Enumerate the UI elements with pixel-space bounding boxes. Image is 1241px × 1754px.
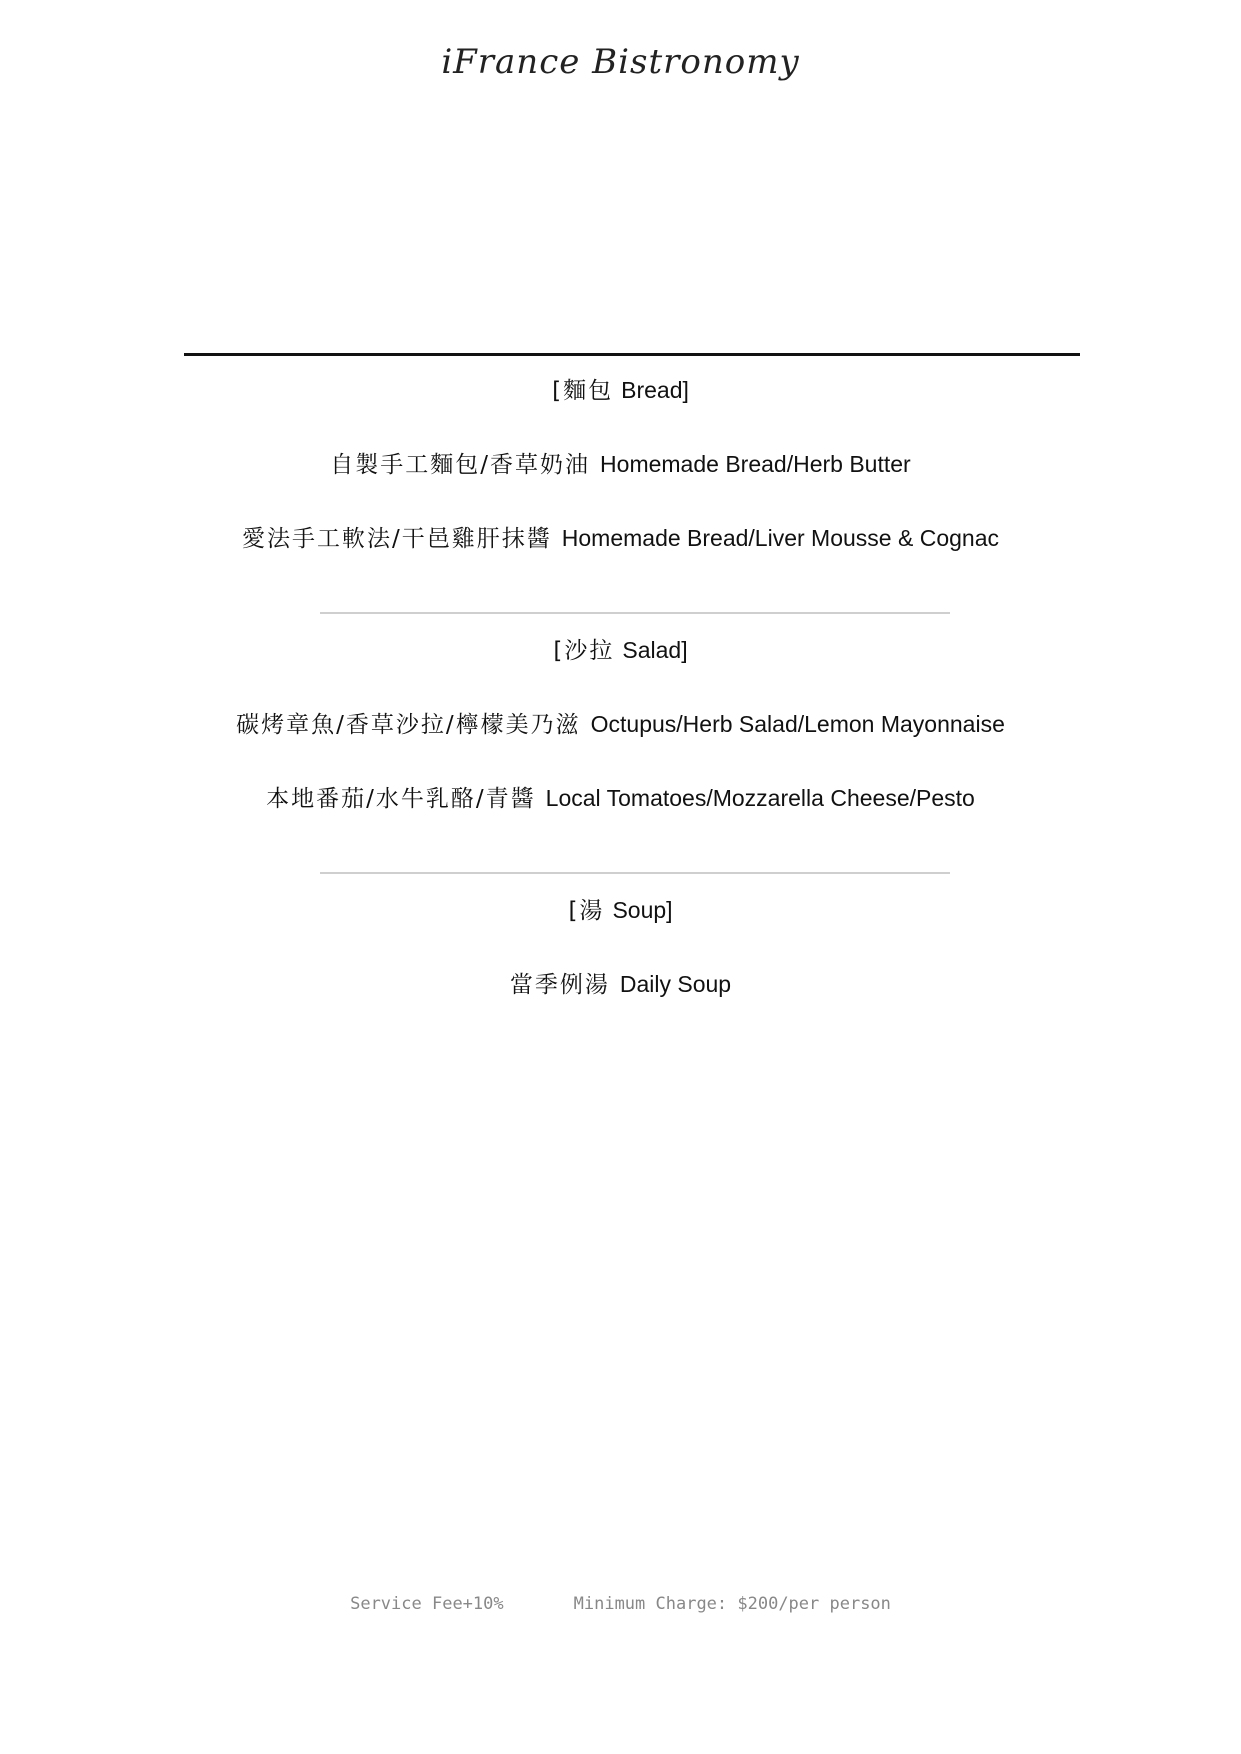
footer-note	[0, 1594, 1241, 1614]
menu-item-en: Homemade Bread/Liver Mousse & Cognac	[561, 525, 999, 551]
menu-item	[0, 968, 1241, 1001]
menu-item	[0, 782, 1241, 815]
menu-item	[0, 522, 1241, 555]
menu-item-en: Daily Soup	[619, 971, 732, 997]
header-divider	[184, 353, 1080, 356]
menu-item-zh: 當季例湯	[509, 972, 610, 998]
menu-item-zh: 本地番茄/水牛乳酪/青醬	[266, 786, 536, 812]
menu-item	[0, 448, 1241, 481]
section-heading-zh: [沙拉	[553, 638, 615, 664]
section-heading-en: Salad]	[622, 637, 688, 663]
section-heading-salad	[0, 634, 1241, 667]
menu-item-en: Homemade Bread/Herb Butter	[600, 451, 911, 477]
section-heading-zh: [湯	[568, 898, 605, 924]
section-heading-soup	[0, 894, 1241, 927]
menu-item-en: Local Tomatoes/Mozzarella Cheese/Pesto	[545, 785, 975, 811]
section-heading-zh: [麵包	[552, 378, 614, 404]
service-fee-text: Service Fee+10%	[350, 1594, 504, 1614]
menu-item	[0, 708, 1241, 741]
menu-item-zh: 碳烤章魚/香草沙拉/檸檬美乃滋	[236, 712, 581, 738]
section-heading-en: Soup]	[612, 897, 673, 923]
restaurant-logo: iFrance Bistronomy	[441, 42, 800, 82]
section-divider	[320, 612, 950, 614]
menu-item-en: Octupus/Herb Salad/Lemon Mayonnaise	[590, 711, 1005, 737]
section-heading-bread	[0, 374, 1241, 407]
menu-item-zh: 愛法手工軟法/干邑雞肝抹醬	[242, 526, 552, 552]
menu-item-zh: 自製手工麵包/香草奶油	[330, 452, 591, 478]
section-heading-en: Bread]	[621, 377, 689, 403]
minimum-charge-text: Minimum Charge: $200/per person	[573, 1594, 891, 1614]
section-divider	[320, 872, 950, 874]
